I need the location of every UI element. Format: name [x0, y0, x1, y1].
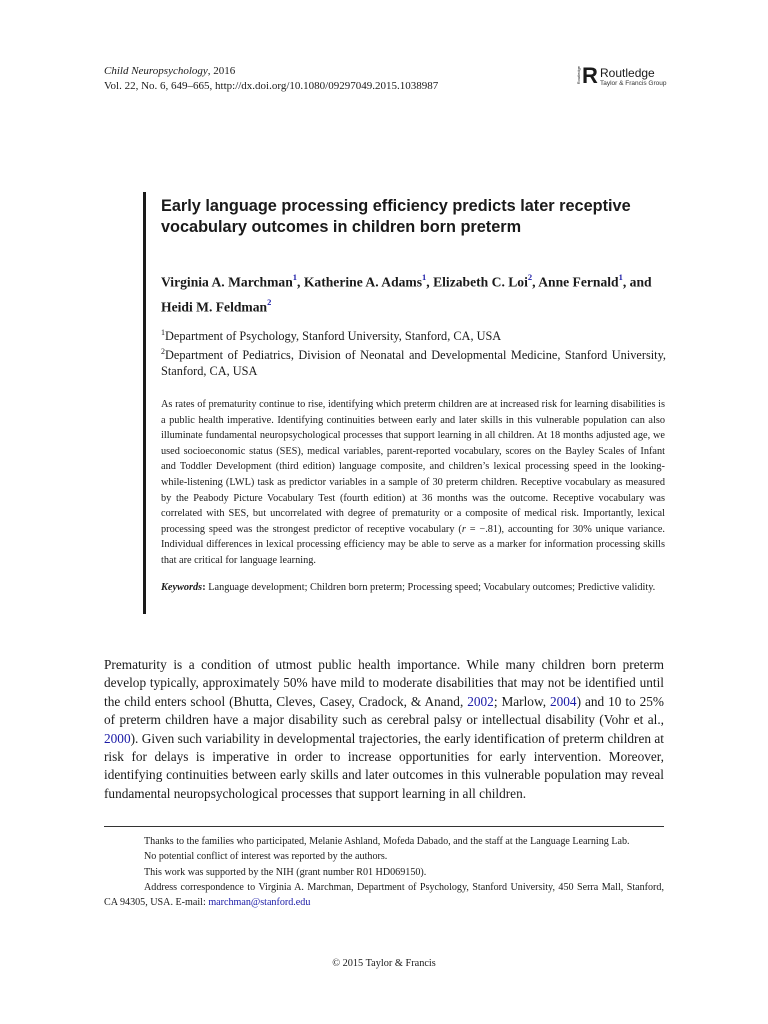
- publisher-logo: [578, 64, 688, 94]
- footnote-funding: This work was supported by the NIH (grant number R01 HD069150).: [144, 866, 427, 878]
- author-separator: , and: [622, 274, 652, 290]
- author-separator: ,: [532, 274, 539, 290]
- journal-line: [104, 64, 438, 79]
- citation-link[interactable]: 2000: [104, 730, 131, 746]
- abstract-paragraph: [161, 397, 665, 569]
- author-list: [161, 268, 661, 317]
- r-variable: r: [461, 523, 466, 535]
- author-name: Heidi M. Feldman: [161, 299, 268, 315]
- author-name: Anne Fernald: [538, 274, 619, 290]
- author-name: Virginia A. Marchman: [161, 274, 293, 290]
- address-text: Address correspondence to Virginia A. Marchman, Department of Psychology, Stanford University, 450 Serra Mall, Stanford, CA 94305, USA. E-mail:: [104, 881, 664, 909]
- author-name: Elizabeth C. Loi: [433, 274, 528, 290]
- logo-name: Routledge: [600, 66, 655, 80]
- affiliation-link[interactable]: 2: [267, 296, 272, 307]
- affiliation-link[interactable]: 1: [618, 272, 623, 282]
- journal-name: Child Neuropsychology: [104, 65, 208, 77]
- body-paragraph: [104, 656, 664, 803]
- keywords-colon: :: [202, 582, 206, 593]
- affiliation-text: Department of Pediatrics, Division of Neonatal and Developmental Medicine, Stanford University, Stanford, CA, USA: [161, 348, 666, 379]
- body-text: ). Given such variability in developmental trajectories, the early identification of preterm children at risk for delays is imperative in order to increase opportunities for early intervention. Moreover, identifying continuities between early skills and later outcomes in this vulnerable population may reveal fundamental neuropsychological processes that support learning in all children.: [104, 730, 664, 801]
- affiliation-number: 1: [161, 328, 165, 337]
- abstract-text-2: = −.81), accounting for 30% unique variance. Individual differences in lexical processing efficiency may be able to serve as a marker for information processing skills that are critical for language learning.: [161, 523, 665, 566]
- abstract: [161, 397, 665, 569]
- email-link[interactable]: marchman@stanford.edu: [208, 897, 311, 909]
- footnote-thanks: Thanks to the families who participated, Melanie Ashland, Mofeda Dabado, and the staff at the Language Learning Lab.: [144, 836, 630, 847]
- keywords: [161, 580, 665, 596]
- journal-header: [104, 64, 438, 94]
- abstract-side-bar: [143, 192, 146, 614]
- citation-line: Vol. 22, No. 6, 649–665, http://dx.doi.org/10.1080/09297049.2015.1038987: [104, 80, 439, 92]
- citation-link[interactable]: 2004: [549, 693, 577, 709]
- footnote-conflict: No potential conflict of interest was reported by the authors.: [144, 851, 388, 863]
- intro-paragraph: [104, 656, 664, 803]
- author-name: Katherine A. Adams: [303, 274, 423, 290]
- affiliation-text: Department of Psychology, Stanford University, Stanford, CA, USA: [165, 329, 502, 344]
- keywords-list: Language development; Children born preterm; Processing speed; Vocabulary outcomes; Predictive validity.: [205, 582, 656, 593]
- affiliation-2: [161, 344, 666, 379]
- body-text: ) and 10 to 25% of preterm children have a major disability such as cerebral palsy or intellectual disability (Vohr et al.,: [104, 693, 664, 728]
- author-separator: ,: [297, 274, 304, 290]
- footnote-address: [104, 880, 664, 911]
- abstract-text-1: As rates of prematurity continue to rise, identifying which preterm children are at increased risk for learning disabilities is a public health imperative. Identifying continuities between early and later skills in this vulnerable population can also illuminate fundamental neuropsychological processes that support learning in all children. At 18 months adjusted age, we used socioeconomic status (SES), medical variables, parent-reported vocabulary, scores on the Bayley Scales of Infant and Toddler Development (third edition) language composite, and children’s lexical processing speed in the looking-while-listening (LWL) task as predictor variables in a sample of 30 preterm children. Receptive vocabulary as measured by the Peabody Picture Vocabulary Test (fourth edition) at 36 months was the outcome. Receptive vocabulary was correlated with SES, but uncorrelated with degree of prematurity or a composite of medical risk. Importantly, lexical processing speed was the strongest predictor of receptive vocabulary (: [161, 399, 665, 535]
- copyright: © 2015 Taylor & Francis: [332, 958, 436, 969]
- body-text: Prematurity is a condition of utmost public health importance. While many children born preterm develop typically, approximately 50% have mild to moderate disabilities that may not be identified until the child enters school (Bhutta, Cleves, Casey, Cradock, & Anand,: [104, 657, 664, 709]
- keywords-label: Keywords: [161, 582, 203, 593]
- logo-side-text: Routledge: [576, 66, 581, 85]
- body-text: ; Marlow,: [493, 693, 550, 709]
- affiliation-link[interactable]: 1: [292, 272, 298, 282]
- affiliation-number: 2: [161, 347, 165, 357]
- affiliation-1: [161, 325, 666, 344]
- affiliation-link[interactable]: 2: [527, 272, 533, 282]
- footnote-divider: [104, 826, 664, 827]
- citation-link[interactable]: 2002: [467, 693, 494, 709]
- affiliations: [161, 325, 666, 379]
- footnotes: [104, 834, 664, 910]
- article-title: Early language processing efficiency predicts later receptive vocabulary outcomes in children born preterm: [161, 197, 631, 236]
- affiliation-link[interactable]: 1: [422, 272, 427, 282]
- author-separator: ,: [426, 274, 434, 290]
- logo-subtitle: Taylor & Francis Group: [600, 80, 667, 87]
- journal-year: , 2016: [207, 65, 236, 77]
- logo-r-icon: R: [582, 63, 598, 88]
